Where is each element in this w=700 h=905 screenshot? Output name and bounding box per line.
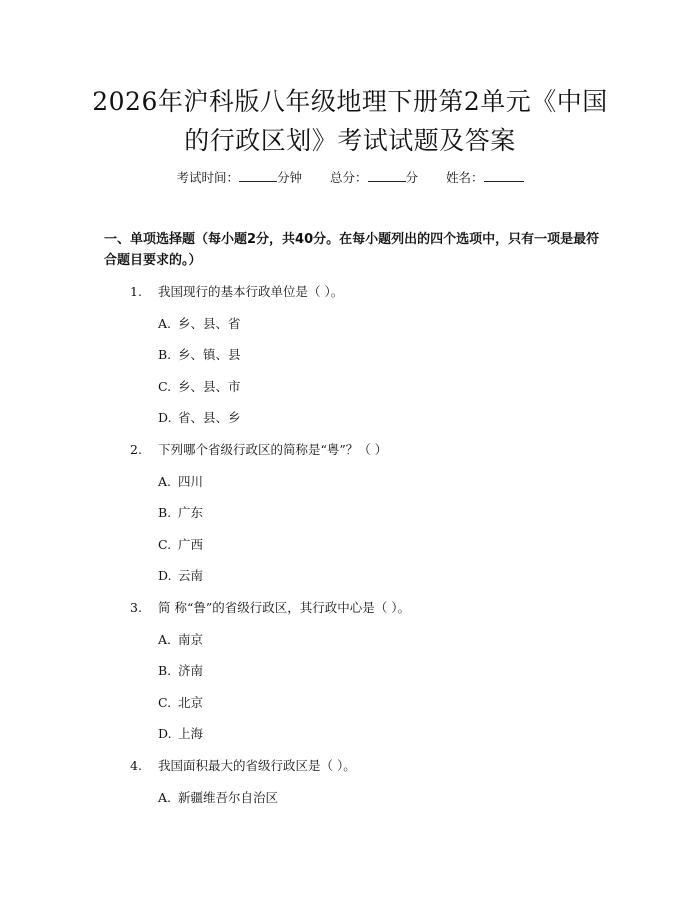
option-1c xyxy=(158,377,241,397)
question-text: 我国现行的基本行政单位是（ ）。 xyxy=(158,284,344,299)
option-text: 省、县、乡 xyxy=(178,410,241,425)
option-label: B. xyxy=(158,505,172,520)
question-number: 4. xyxy=(130,758,142,773)
option-1b xyxy=(158,345,241,365)
option-label: C. xyxy=(158,379,172,394)
option-text: 南京 xyxy=(178,632,204,647)
question-text: 简 称“鲁”的省级行政区，其行政中心是（ ）。 xyxy=(158,600,410,615)
option-label: C. xyxy=(158,695,172,710)
option-text: 云南 xyxy=(178,568,204,583)
option-text: 广西 xyxy=(178,537,204,552)
option-label: A. xyxy=(158,316,172,331)
question-1 xyxy=(130,282,343,302)
total-score-blank xyxy=(368,168,406,182)
option-1d xyxy=(158,408,241,428)
option-3d xyxy=(158,724,203,744)
option-text: 新疆维吾尔自治区 xyxy=(178,790,279,805)
option-text: 济南 xyxy=(178,663,204,678)
question-text: 我国面积最大的省级行政区是（ ）。 xyxy=(158,758,356,773)
exam-time-unit: 分钟 xyxy=(276,170,302,185)
option-text: 乡、县、市 xyxy=(178,379,241,394)
student-name-blank xyxy=(484,168,524,182)
option-text: 上海 xyxy=(178,726,204,741)
question-number: 3. xyxy=(130,600,142,615)
section-heading-single-choice: 一、单项选择题（每小题2分，共40分。在每小题列出的四个选项中，只有一项是最符合题目要求的。） xyxy=(104,232,600,268)
option-label: B. xyxy=(158,663,172,678)
option-label: D. xyxy=(158,568,172,583)
document-title: 2026年沪科版八年级地理下册第2单元《中国的行政区划》考试试题及答案 xyxy=(92,87,608,155)
question-3 xyxy=(130,598,410,618)
question-number: 1. xyxy=(130,284,142,299)
option-label: A. xyxy=(158,632,172,647)
option-label: D. xyxy=(158,726,172,741)
option-text: 乡、县、省 xyxy=(178,316,241,331)
exam-time-field xyxy=(176,168,302,188)
student-name-field xyxy=(446,168,524,188)
question-2 xyxy=(130,440,387,460)
question-text: 下列哪个省级行政区的简称是“粤”？（ ） xyxy=(158,442,388,457)
option-2c xyxy=(158,535,203,555)
total-score-field xyxy=(330,168,418,188)
question-number: 2. xyxy=(130,442,142,457)
option-4a xyxy=(158,788,278,808)
option-text: 北京 xyxy=(178,695,204,710)
option-2b xyxy=(158,503,203,523)
exam-time-label: 考试时间： xyxy=(176,170,239,185)
total-score-label: 总分： xyxy=(329,170,368,185)
option-text: 广东 xyxy=(178,505,204,520)
option-2a xyxy=(158,472,203,492)
option-text: 四川 xyxy=(178,474,204,489)
option-label: C. xyxy=(158,537,172,552)
total-score-unit: 分 xyxy=(405,170,419,185)
option-label: D. xyxy=(158,410,172,425)
option-text: 乡、镇、县 xyxy=(178,347,241,362)
exam-time-blank xyxy=(239,168,277,182)
option-label: A. xyxy=(158,474,172,489)
option-3a xyxy=(158,630,203,650)
option-3b xyxy=(158,661,203,681)
option-3c xyxy=(158,693,203,713)
option-1a xyxy=(158,314,241,334)
exam-info-line xyxy=(0,168,700,188)
student-name-label: 姓名： xyxy=(446,170,484,185)
option-label: B. xyxy=(158,347,172,362)
option-2d xyxy=(158,566,203,586)
question-4 xyxy=(130,756,356,776)
option-label: A. xyxy=(158,790,172,805)
